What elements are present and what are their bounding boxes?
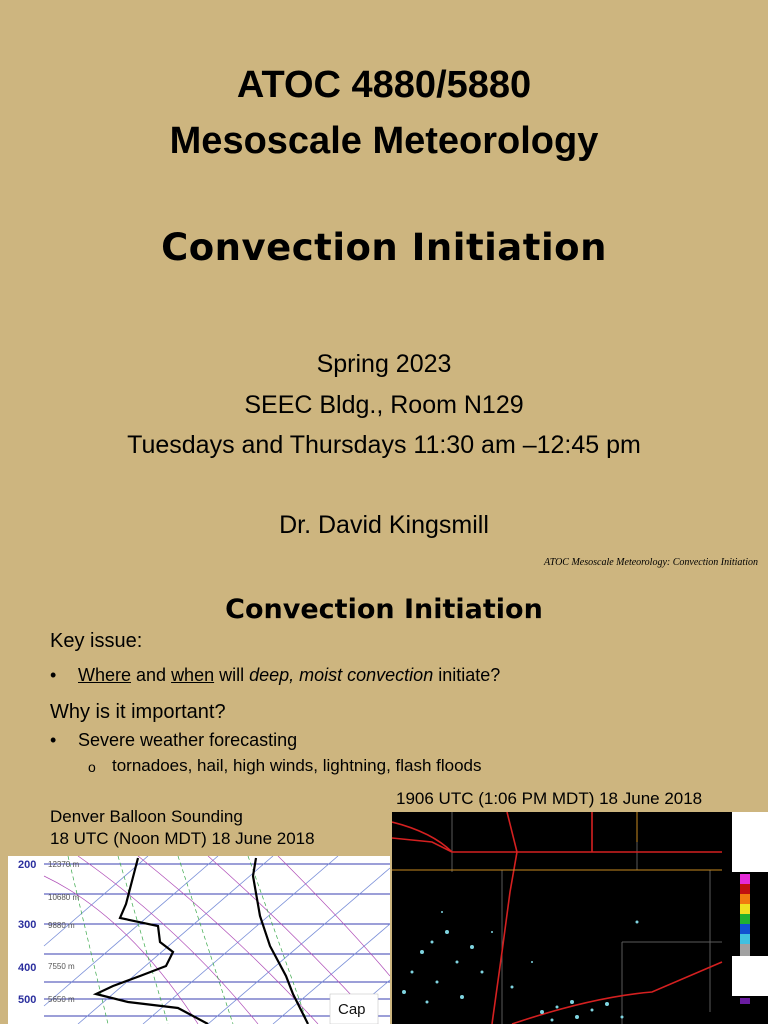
underlined-where: Where	[78, 665, 132, 685]
pressure-label: 500	[18, 994, 37, 1006]
sub-bullet-hazards	[88, 756, 482, 778]
skew-t-sounding-image	[8, 856, 390, 1024]
radar-reflectivity-image	[392, 812, 768, 1024]
bullet-severe-weather	[50, 730, 297, 751]
location: SEEC Bldg., Room N129	[244, 391, 524, 419]
pressure-label: 300	[18, 919, 37, 931]
bullet-text-segment: initiate?	[433, 665, 501, 685]
footer-note: ATOC Mesoscale Meteorology: Convection Initiation	[543, 557, 758, 568]
sounding-caption	[50, 806, 315, 850]
bullet-where-when	[50, 665, 500, 686]
bullet-marker: •	[50, 730, 57, 750]
radar-caption: 1906 UTC (1:06 PM MDT) 18 June 2018	[396, 789, 703, 808]
why-heading: Why is it important?	[50, 701, 226, 723]
instructor: Dr. David Kingsmill	[279, 511, 489, 539]
course-name: Mesoscale Meteorology	[169, 120, 599, 162]
cap-label-box	[330, 994, 378, 1024]
height-label: 10680 m	[48, 893, 80, 902]
sounding-caption-line1: Denver Balloon Sounding	[50, 807, 243, 826]
course-code: ATOC 4880/5880	[236, 64, 532, 106]
key-issue-heading: Key issue:	[50, 630, 143, 652]
height-label: 9880 m	[48, 921, 75, 930]
bullet-text	[78, 665, 500, 686]
bullet-marker: •	[50, 665, 57, 685]
height-label: 5650 m	[48, 995, 75, 1004]
cap-label: Cap	[338, 1001, 366, 1018]
bullet-text-segment: will	[214, 665, 250, 685]
sub-bullet-text: tornadoes, hail, high winds, lightning, flash floods	[112, 756, 482, 775]
italic-deep-moist-convection: deep, moist convection	[249, 665, 434, 685]
term: Spring 2023	[316, 350, 452, 378]
sounding-caption-line2: 18 UTC (Noon MDT) 18 June 2018	[50, 829, 315, 848]
bullet-text-segment: and	[131, 665, 172, 685]
pressure-label: 400	[18, 962, 37, 974]
height-label: 7550 m	[48, 962, 75, 971]
meeting-times: Tuesdays and Thursdays 11:30 am –12:45 pm	[127, 431, 641, 459]
slide-title: Convection Initiation	[225, 594, 543, 625]
pressure-label: 200	[18, 859, 37, 871]
slide-topic-title: Convection Initiation	[161, 226, 607, 269]
underlined-when: when	[171, 665, 215, 685]
bullet-text: Severe weather forecasting	[78, 730, 298, 750]
sub-bullet-marker: o	[88, 759, 96, 775]
height-label: 12370 m	[48, 860, 80, 869]
